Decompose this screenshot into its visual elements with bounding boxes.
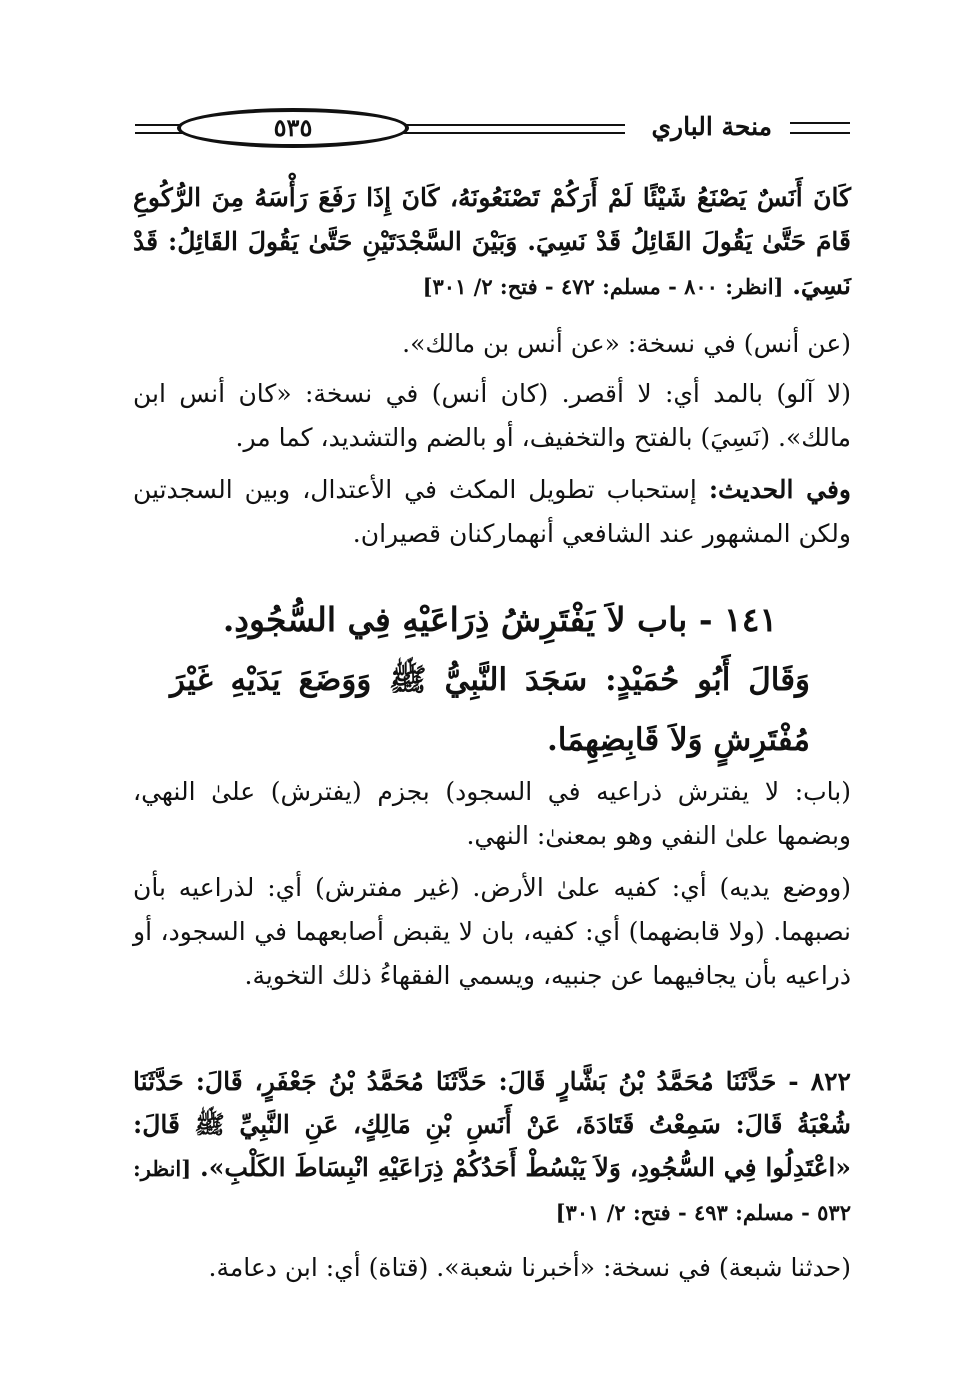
hadith-822 — [133, 1060, 851, 1234]
chapter-heading: ١٤١ - باب لاَ يَفْتَرِشُ ذِرَاعَيْهِ فِي السُّجُودِ. — [222, 600, 778, 639]
hadith-text: ٨٢٢ - حَدَّثَنَا مُحَمَّدُ بْنُ بَشَّارٍ قَالَ: حَدَّثَنَا مُحَمَّدُ بْنُ جَعْفَرٍ، قَالَ: حَدَّثَنَا شُعْبَةُ قَالَ: سَمِعْتُ قَتَادَةَ، عَنْ أَنَسِ بْنِ مَالِكٍ، عَنِ النَّبِيِّ ﷺ قَالَ: «اعْتَدِلُوا فِي السُّجُودِ، وَلاَ يَبْسُطْ أَحَدُكُمْ ذِرَاعَيْهِ انْبِسَاطَ الكَلْبِ». — [133, 1067, 851, 1182]
commentary-paragraph: (عن أنس) في نسخة: «عن أنس بن مالك». — [402, 329, 851, 358]
page-number: ٥٣٥ — [177, 108, 409, 148]
page-header — [135, 108, 850, 152]
hadith-continuation — [133, 176, 851, 309]
hadith-text: كَانَ أَنَسٌ يَصْنَعُ شَيْئًا لَمْ أَرَكُمْ تَصْنَعُونَهُ، كَانَ إِذَا رَفَعَ رَأْسَهُ مِنَ الرُّكُوعِ قَامَ حَتَّىٰ يَقُولَ القَائِلُ قَدْ نَسِيَ. وَبَيْنَ السَّجْدَتَيْنِ حَتَّىٰ يَقُولَ القَائِلُ: قَدْ نَسِيَ. — [133, 183, 851, 300]
commentary-paragraph: (حدثنا شبعة) في نسخة: «أخبرنا شعبة». (قتاة) أي: ابن دعامة. — [208, 1253, 851, 1282]
commentary-paragraph: (لا آلو) بالمد أي: لا أقصر. (كان أنس) في نسخة: «كان أنس ابن مالك». (نَسِيَ) بالفتح والتخفيف، أو بالضم والتشديد، كما مر. — [133, 379, 851, 452]
header-rule-middle — [385, 124, 625, 134]
hadith-reference: [انظر: ٥٣٢ - مسلم: ٤٩٣ - فتح: ٢/ ٣٠١] — [133, 1156, 851, 1225]
chapter-text: وَقَالَ أَبُو حُمَيْدٍ: سَجَدَ النَّبِيُّ ﷺ وَوَضَعَ يَدَيْهِ غَيْرَ مُفْتَرِشٍ وَلاَ قَابِضِهِمَا. — [170, 662, 810, 758]
paragraph-lead: وفي الحديث: — [708, 475, 851, 504]
running-title: منحة الباري — [651, 112, 772, 141]
commentary-paragraph: (ووضع يديه) أي: كفيه علىٰ الأرض. (غير مفترش) أي: لذراعيه بأن نصبهما. (ولا قابضهما) أي: كفيه، بان لا يقبض أصابعهما في السجود، أو ذراعيه بأن يجافيهما عن جنبيه، ويسمي الفقهاءُ ذلك التخوية. — [133, 873, 851, 990]
hadith-reference: [انظر: ٨٠٠ - مسلم: ٤٧٢ - فتح: ٢/ ٣٠١] — [422, 274, 784, 299]
paragraph-text: إستحباب تطويل المكث في الأعتدال، وبين السجدتين ولكن المشهور عند الشافعي أنهماركنان قصيران. — [133, 475, 851, 548]
commentary-paragraph — [133, 468, 851, 556]
header-rule-right — [790, 122, 850, 134]
commentary-paragraph: (باب: لا يفترش ذراعيه في السجود) بجزم (يفترش) علىٰ النهي، وبضمها علىٰ النفي وهو بمعنىٰ: النهي. — [133, 777, 851, 850]
